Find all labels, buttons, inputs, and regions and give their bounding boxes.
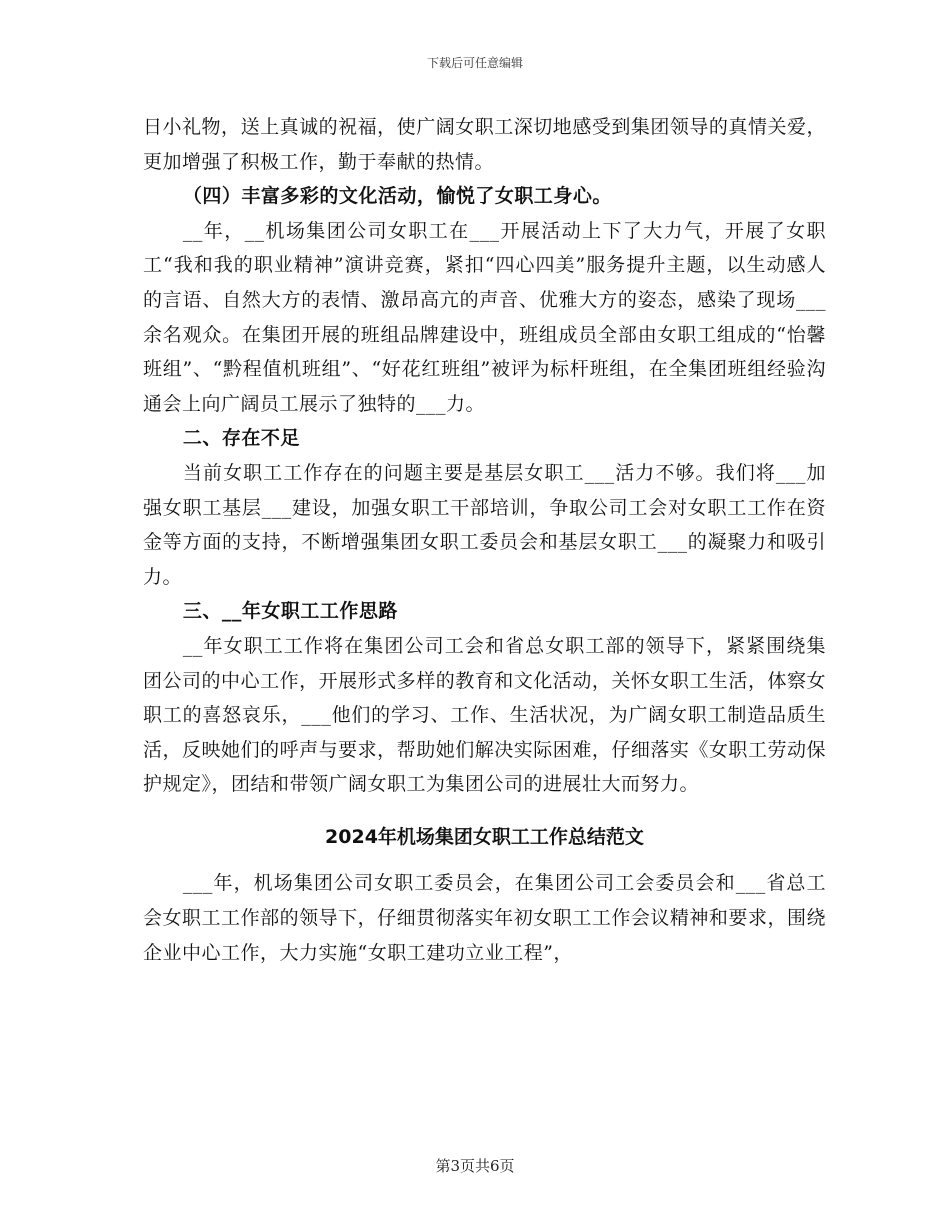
header-note: 下载后可任意编辑 <box>426 56 523 70</box>
section-heading-shortcomings: 二、存在不足 <box>182 427 300 450</box>
paragraph-continuation: 日小礼物，送上真诚的祝福，使广阔女职工深切地感受到集团领导的真情关爱，更加增强了积极工作，勤于奉献的热情。 <box>143 116 826 173</box>
section-heading-work-plan: 三、__年女职工工作思路 <box>182 600 398 623</box>
section-heading-four: （四）丰富多彩的文化活动，愉悦了女职工身心。 <box>182 185 612 208</box>
paragraph-cultural-activities: __年，__机场集团公司女职工在___开展活动上下了大力气，开展了女职工“我和我的职业精神”演讲竞赛，紧扣“四心四美”服务提升主题，以生动感人的言语、自然大方的表情、激昂高亢的声音、优雅大方的姿态，感染了现场___余名观众。在集团开展的班组品牌建设中，班组成员全部由女职工组成的“怡馨班组”、“黔程值机班组”、“好花红班组”被评为标杆班组，在全集团班组经验沟通会上向广阔员工展示了独特的___力。 <box>143 219 826 415</box>
page-number-footer: 第3页共6页 <box>435 1157 515 1175</box>
document-body <box>143 110 826 970</box>
document-title: 2024年机场集团女职工工作总结范文 <box>325 825 644 848</box>
paragraph-summary-intro: ___年，机场集团公司女职工委员会，在集团公司工会委员会和___省总工会女职工工作部的领导下，仔细贯彻落实年初女职工工作会议精神和要求，围绕企业中心工作，大力实施“女职工建功立业工程”， <box>143 872 826 964</box>
paragraph-work-plan: __年女职工工作将在集团公司工会和省总女职工部的领导下，紧紧围绕集团公司的中心工作，开展形式多样的教育和文化活动，关怀女职工生活，体察女职工的喜怒哀乐，___他们的学习、工作、生活状况，为广阔女职工制造品质生活，反映她们的呼声与要求，帮助她们解决实际困难，仔细落实《女职工劳动保护规定》，团结和带领广阔女职工为集团公司的进展壮大而努力。 <box>143 634 826 796</box>
paragraph-shortcomings: 当前女职工工作存在的问题主要是基层女职工___活力不够。我们将___加强女职工基层___建设，加强女职工干部培训，争取公司工会对女职工工作在资金等方面的支持，不断增强集团女职工委员会和基层女职工___的凝聚力和吸引力。 <box>143 461 826 588</box>
